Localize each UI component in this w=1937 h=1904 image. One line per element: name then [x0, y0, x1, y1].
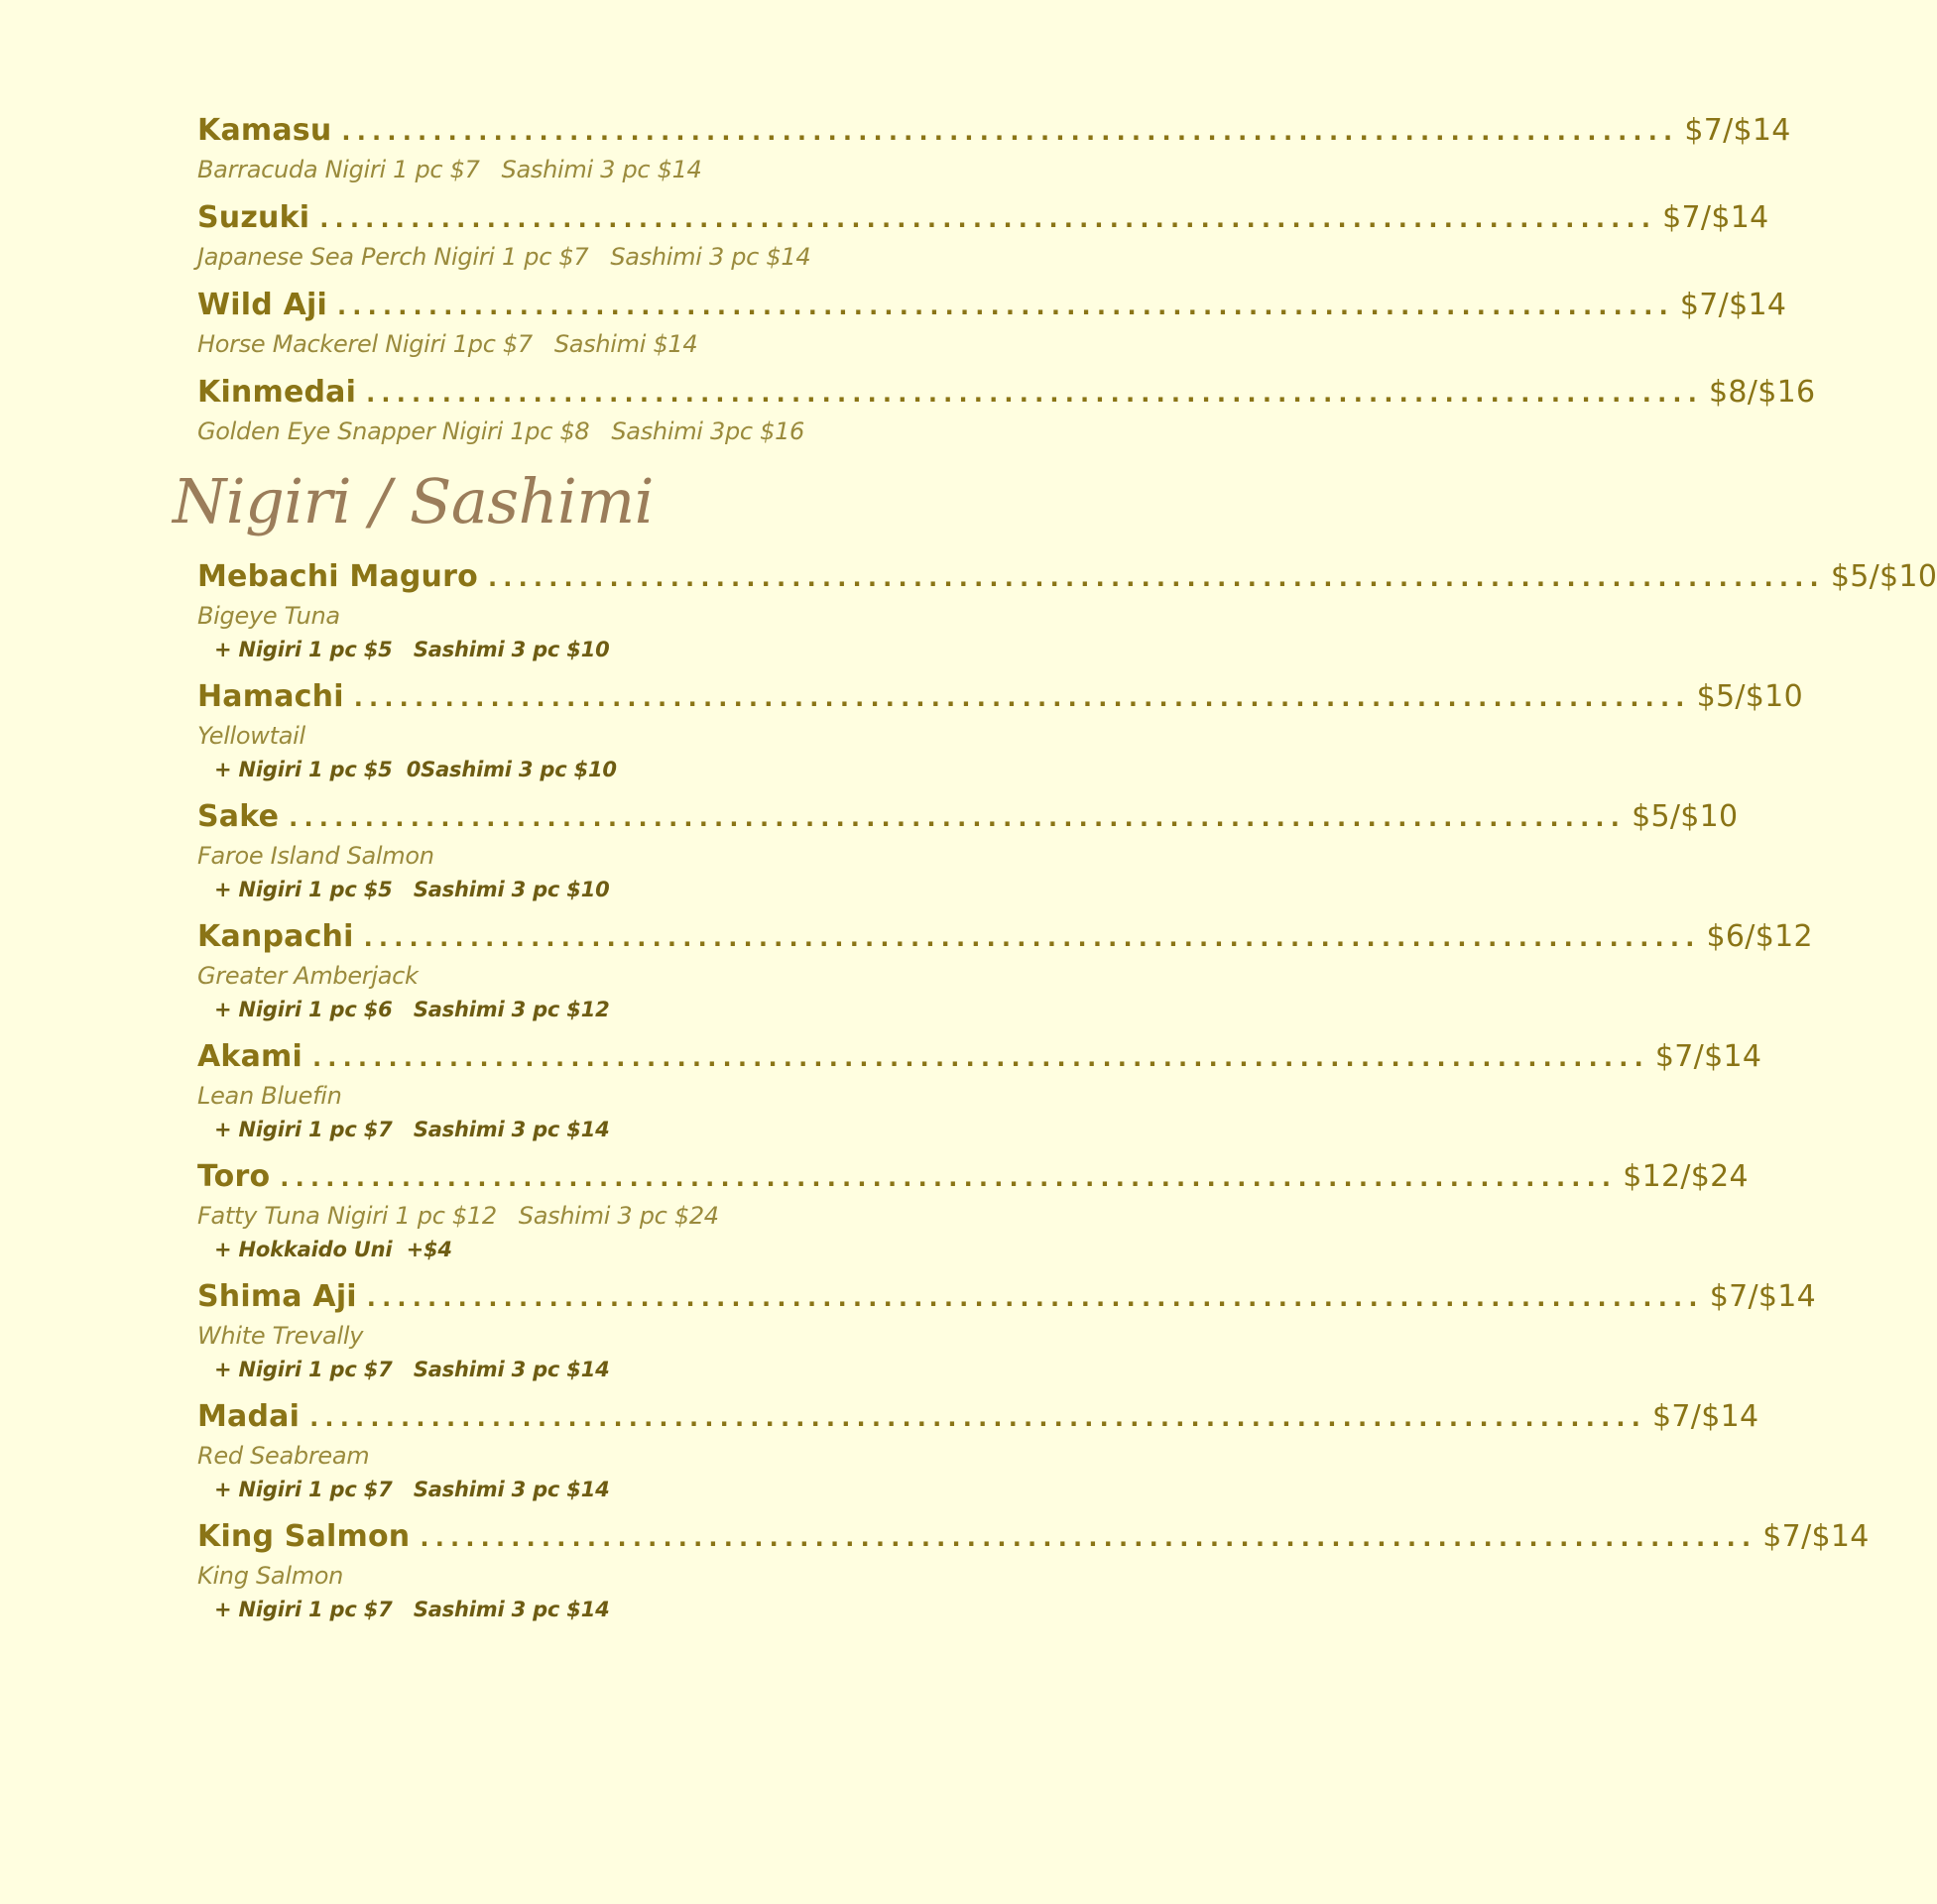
menu-item-name: Toro [197, 1159, 271, 1194]
menu-item-price: $7/$14 [1762, 1519, 1870, 1554]
dot-leader: ........................................................................................ [353, 684, 1691, 712]
menu-item-price: $6/$12 [1706, 919, 1813, 954]
menu-item [197, 111, 1791, 187]
menu-item-description: Fatty Tuna Nigiri 1 pc $12 Sashimi 3 pc $24 [197, 1202, 719, 1230]
menu-item [197, 797, 1739, 905]
menu-item-name: Wild Aji [197, 288, 327, 322]
dot-leader: ........................................................................................ [366, 380, 1704, 408]
menu-item-description: Greater Amberjack [197, 962, 419, 990]
menu-item [197, 1037, 1762, 1145]
menu-item-description: Lean Bluefin [197, 1082, 342, 1110]
menu-item-price: $8/$16 [1709, 375, 1816, 410]
dot-leader: ........................................................................................ [487, 564, 1825, 592]
menu-item [197, 557, 1937, 665]
menu-item-price: $7/$14 [1654, 1039, 1762, 1074]
dot-leader: ........................................................................................ [319, 205, 1657, 233]
menu-item-description: Horse Mackerel Nigiri 1pc $7 Sashimi $14 [197, 330, 698, 358]
dot-leader: ........................................................................................ [309, 1404, 1647, 1432]
menu-item-addon: + Nigiri 1 pc $7 Sashimi 3 pc $14 [214, 1118, 610, 1141]
menu-item [197, 373, 1816, 449]
menu-item-addon: + Nigiri 1 pc $5 Sashimi 3 pc $10 [214, 878, 610, 901]
menu-item-name: Shima Aji [197, 1279, 357, 1314]
menu-item-description: Red Seabream [197, 1442, 370, 1470]
section-heading: Nigiri / Sashimi [173, 465, 655, 537]
menu-item-row [197, 1277, 1817, 1317]
menu-item-description: Yellowtail [197, 722, 305, 750]
dot-leader: ........................................................................................ [280, 1164, 1618, 1192]
menu-item-price: $7/$14 [1684, 113, 1791, 148]
menu-item-addon: + Nigiri 1 pc $5 0Sashimi 3 pc $10 [214, 758, 617, 781]
dot-leader: ........................................................................................ [420, 1524, 1757, 1552]
menu-item-addon: + Nigiri 1 pc $7 Sashimi 3 pc $14 [214, 1478, 610, 1501]
dot-leader: ........................................................................................ [289, 804, 1627, 832]
menu-item [197, 1277, 1817, 1385]
dot-leader: ........................................................................................ [336, 293, 1674, 320]
menu-item-row [197, 286, 1787, 325]
menu-item-addon: + Nigiri 1 pc $7 Sashimi 3 pc $14 [214, 1598, 610, 1621]
menu-item-price: $12/$24 [1623, 1159, 1749, 1194]
menu-item-name: Kinmedai [197, 375, 357, 410]
menu-item-addon: + Nigiri 1 pc $5 Sashimi 3 pc $10 [214, 638, 610, 661]
dot-leader: ........................................................................................ [311, 1044, 1649, 1072]
menu-item-row [197, 557, 1937, 597]
menu-item-name: Madai [197, 1399, 301, 1434]
menu-item [197, 1397, 1759, 1505]
menu-item-price: $5/$10 [1696, 679, 1803, 714]
menu-item-addon: + Nigiri 1 pc $6 Sashimi 3 pc $12 [214, 998, 610, 1021]
menu-item-price: $7/$14 [1709, 1279, 1817, 1314]
menu-item-price: $7/$14 [1679, 288, 1787, 322]
menu-item-description: Barracuda Nigiri 1 pc $7 Sashimi 3 pc $14 [197, 156, 702, 183]
menu-item-description: White Trevally [197, 1322, 364, 1350]
menu-item-name: Mebachi Maguro [197, 559, 478, 594]
menu-item-row [197, 1157, 1749, 1197]
dot-leader: ........................................................................................ [341, 118, 1679, 146]
menu-item-row [197, 373, 1816, 413]
menu-item-name: Kanpachi [197, 919, 354, 954]
menu-item-name: Suzuki [197, 200, 310, 235]
menu-item-addon: + Nigiri 1 pc $7 Sashimi 3 pc $14 [214, 1358, 610, 1381]
menu-item-description: Golden Eye Snapper Nigiri 1pc $8 Sashimi 3pc $16 [197, 417, 805, 445]
dot-leader: ........................................................................................ [363, 924, 1701, 952]
menu-item-name: Hamachi [197, 679, 344, 714]
menu-item-price: $5/$10 [1830, 559, 1937, 594]
menu-item-row [197, 797, 1739, 837]
menu-item-name: Akami [197, 1039, 303, 1074]
menu-item-price: $5/$10 [1632, 799, 1739, 834]
menu-item [197, 1157, 1749, 1265]
menu-item-row [197, 917, 1813, 957]
menu-item-description: Bigeye Tuna [197, 602, 340, 630]
menu-item-addon: + Hokkaido Uni +$4 [214, 1238, 452, 1261]
dot-leader: ........................................................................................ [366, 1284, 1704, 1312]
menu-item-name: King Salmon [197, 1519, 411, 1554]
menu-item-description: Japanese Sea Perch Nigiri 1 pc $7 Sashimi 3 pc $14 [197, 243, 811, 271]
menu-item-description: Faroe Island Salmon [197, 842, 434, 870]
menu-item-name: Kamasu [197, 113, 332, 148]
menu-item [197, 286, 1787, 362]
menu-item [197, 198, 1769, 275]
menu-item-row [197, 198, 1769, 238]
menu-item-row [197, 1517, 1870, 1557]
menu-item-row [197, 1037, 1762, 1077]
menu-item [197, 677, 1803, 785]
menu-item-row [197, 1397, 1759, 1437]
menu-item-name: Sake [197, 799, 280, 834]
menu-item [197, 917, 1813, 1025]
menu-item [197, 1517, 1870, 1625]
menu-item-price: $7/$14 [1652, 1399, 1759, 1434]
menu-item-price: $7/$14 [1662, 200, 1769, 235]
menu-item-description: King Salmon [197, 1562, 344, 1590]
menu-item-row [197, 111, 1791, 151]
menu-item-row [197, 677, 1803, 717]
